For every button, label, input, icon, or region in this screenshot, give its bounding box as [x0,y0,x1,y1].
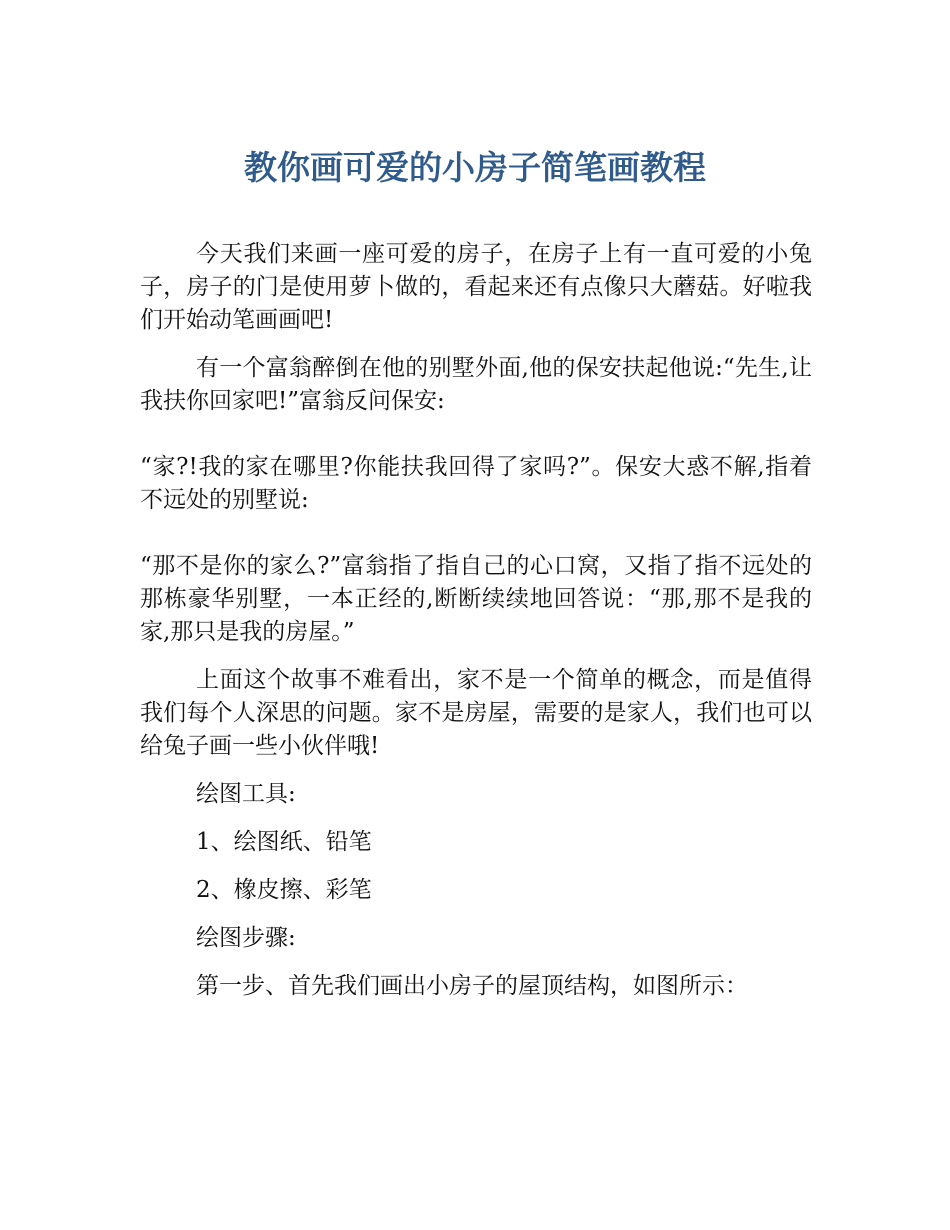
paragraph-tools-heading: 绘图工具: [196,781,296,807]
paragraph-story-quote-1: “家?!我的家在哪里?你能扶我回得了家吗?”。保安大惑不解,指着不远处的别墅说: [140,454,812,513]
paragraph-story-quote-2: “那不是你的家么?”富翁指了指自己的心口窝，又指了指不远处的那栋豪华别墅，一本正经的,断断续续地回答说：“那,那不是我的家,那只是我的房屋。” [140,553,812,645]
paragraph-intro: 今天我们来画一座可爱的房子，在房子上有一直可爱的小兔子，房子的门是使用萝卜做的，看起来还有点像只大蘑菇。好啦我们开始动笔画画吧! [140,241,812,333]
paragraph-story-start: 有一个富翁醉倒在他的别墅外面,他的保安扶起他说:“先生,让我扶你回家吧!”富翁反问保安: [140,355,812,414]
list-item-tool-1: 1、绘图纸、铅笔 [196,829,372,855]
paragraph-steps-heading: 绘图步骤: [196,925,296,951]
document-body [140,238,812,1003]
paragraph-step-1: 第一步、首先我们画出小房子的屋顶结构，如图所示： [196,973,748,999]
paragraph-story-moral: 上面这个故事不难看出，家不是一个简单的概念，而是值得我们每个人深思的问题。家不是房屋，需要的是家人，我们也可以给兔子画一些小伙伴哦! [140,667,812,759]
list-item-tool-2: 2、橡皮擦、彩笔 [196,877,372,903]
document-title: 教你画可爱的小房子简笔画教程 [244,148,706,187]
